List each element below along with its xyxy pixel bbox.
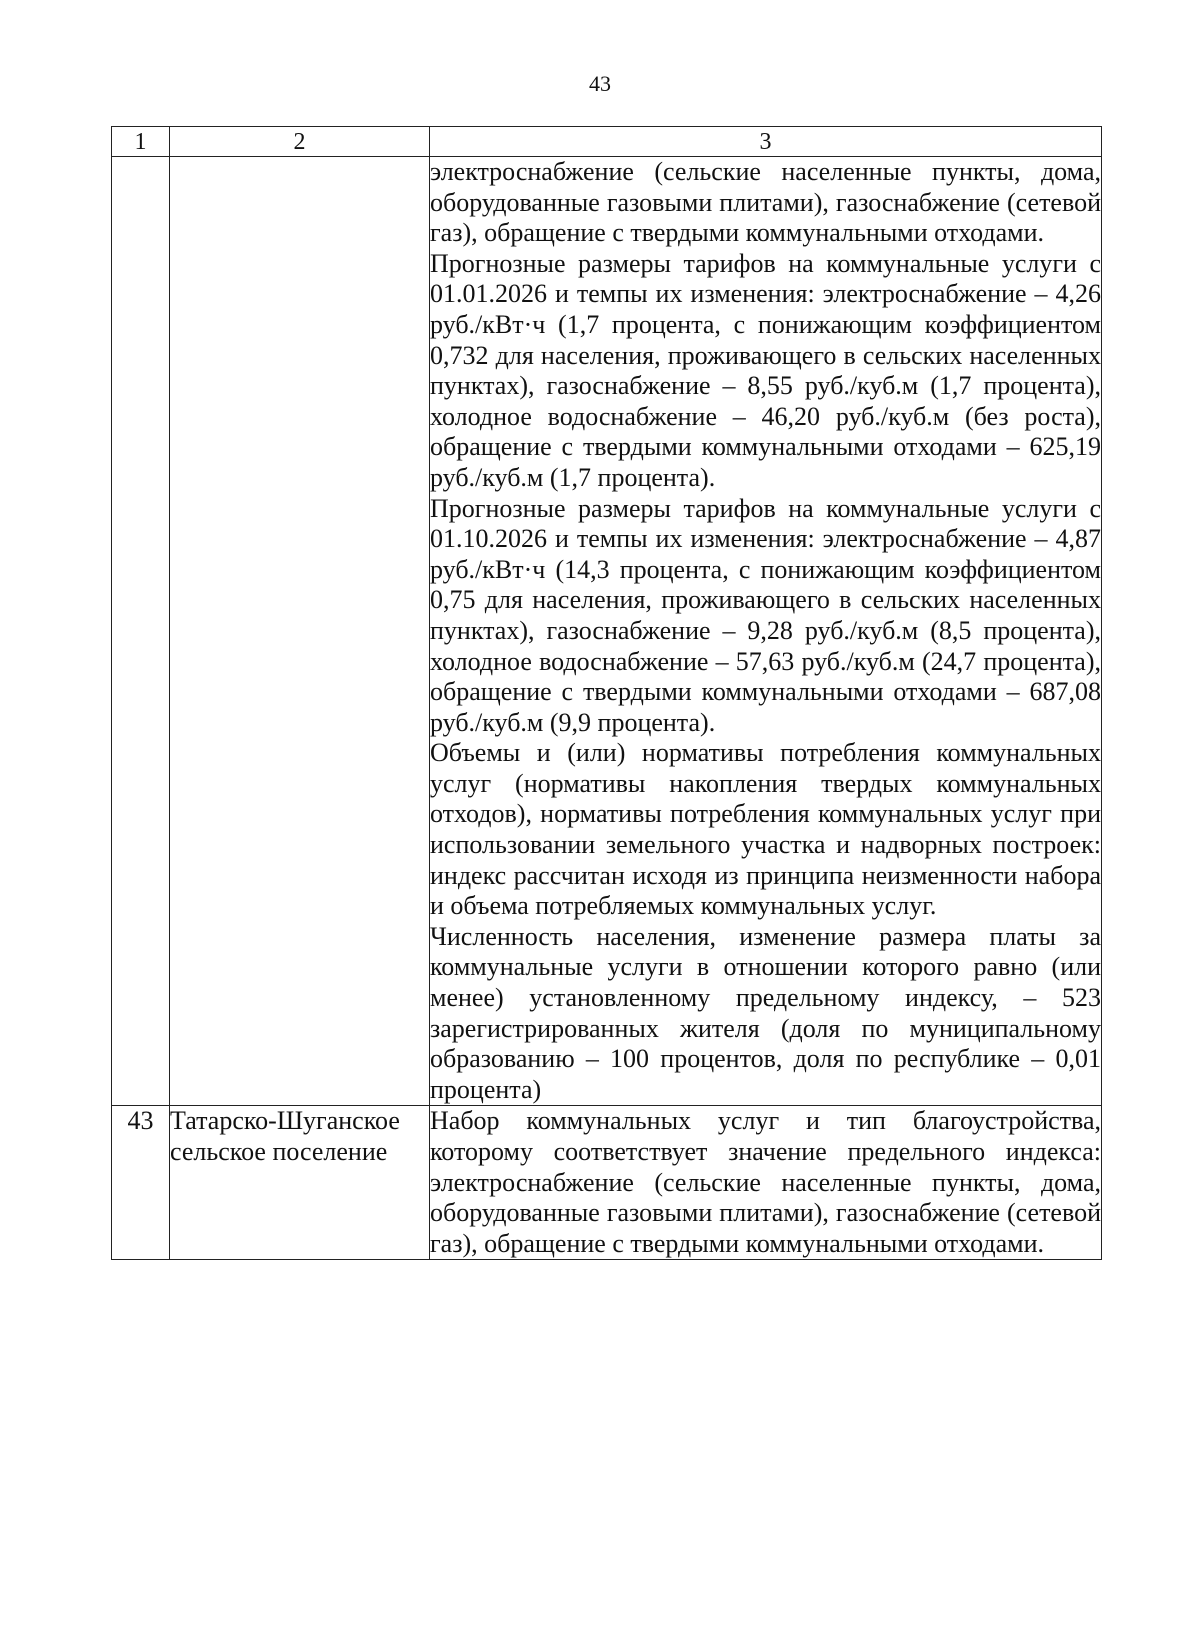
description-cell xyxy=(430,157,1102,1106)
description-cell xyxy=(430,1106,1102,1260)
row-number-cell: 43 xyxy=(112,1106,170,1260)
paragraph-tariffs-oct-2026: Прогнозные размеры тарифов на коммунальные услуги с 01.10.2026 и темпы их изменения: электроснабжение – 4,87 руб./кВт·ч (14,3 процента, с понижающим коэффициентом 0,75 для населения, проживающего в сельских населенных пунктах), газоснабжение – 9,28 руб./куб.м (8,5 процента), холодное водоснабжение – 57,63 руб./куб.м (24,7 процента), обращение с твердыми коммунальными отходами – 687,08 руб./куб.м (9,9 процента). xyxy=(430,493,1101,737)
tariff-table xyxy=(111,126,1102,1260)
paragraph-tariffs-jan-2026: Прогнозные размеры тарифов на коммунальные услуги с 01.01.2026 и темпы их изменения: электроснабжение – 4,26 руб./кВт·ч (1,7 процента, с понижающим коэффициентом 0,732 для населения, проживающего в сельских населенных пунктах), газоснабжение – 8,55 руб./куб.м (1,7 процента), холодное водоснабжение – 46,20 руб./куб.м (без роста), обращение с твердыми коммунальными отходами – 625,19 руб./куб.м (1,7 процента). xyxy=(430,248,1101,492)
page-number: 43 xyxy=(589,71,611,96)
table-row xyxy=(112,157,1102,1106)
header-col-2: 2 xyxy=(170,127,430,157)
paragraph-services-continuation: электроснабжение (сельские населенные пункты, дома, оборудованные газовыми плитами), газоснабжение (сетевой газ), обращение с твердыми коммунальными отходами. xyxy=(430,157,1101,248)
row-number-cell xyxy=(112,157,170,1106)
paragraph-services-set: Набор коммунальных услуг и тип благоустройства, которому соответствует значение предельного индекса: электроснабжение (сельские населенные пункты, дома, оборудованные газовыми плитами), газоснабжение (сетевой газ), обращение с твердыми коммунальными отходами. xyxy=(430,1106,1101,1258)
header-col-1: 1 xyxy=(112,127,170,157)
settlement-name-cell: Татарско-Шуганское сельское поселение xyxy=(170,1106,430,1260)
paragraph-consumption-volumes: Объемы и (или) нормативы потребления коммунальных услуг (нормативы накопления твердых коммунальных отходов), нормативы потребления коммунальных услуг при использовании земельного участка и надворных построек: индекс рассчитан исходя из принципа неизменности набора и объема потребляемых коммунальных услуг. xyxy=(430,738,1101,921)
paragraph-population: Численность населения, изменение размера платы за коммунальные услуги в отношении которого равно (или менее) установленному предельному индексу, – 523 зарегистрированных жителя (доля по муниципальному образованию – 100 процентов, доля по республике – 0,01 процента) xyxy=(430,921,1101,1104)
header-col-3: 3 xyxy=(430,127,1102,157)
table-header-row xyxy=(112,127,1102,157)
table-row xyxy=(112,1106,1102,1260)
settlement-name-cell xyxy=(170,157,430,1106)
